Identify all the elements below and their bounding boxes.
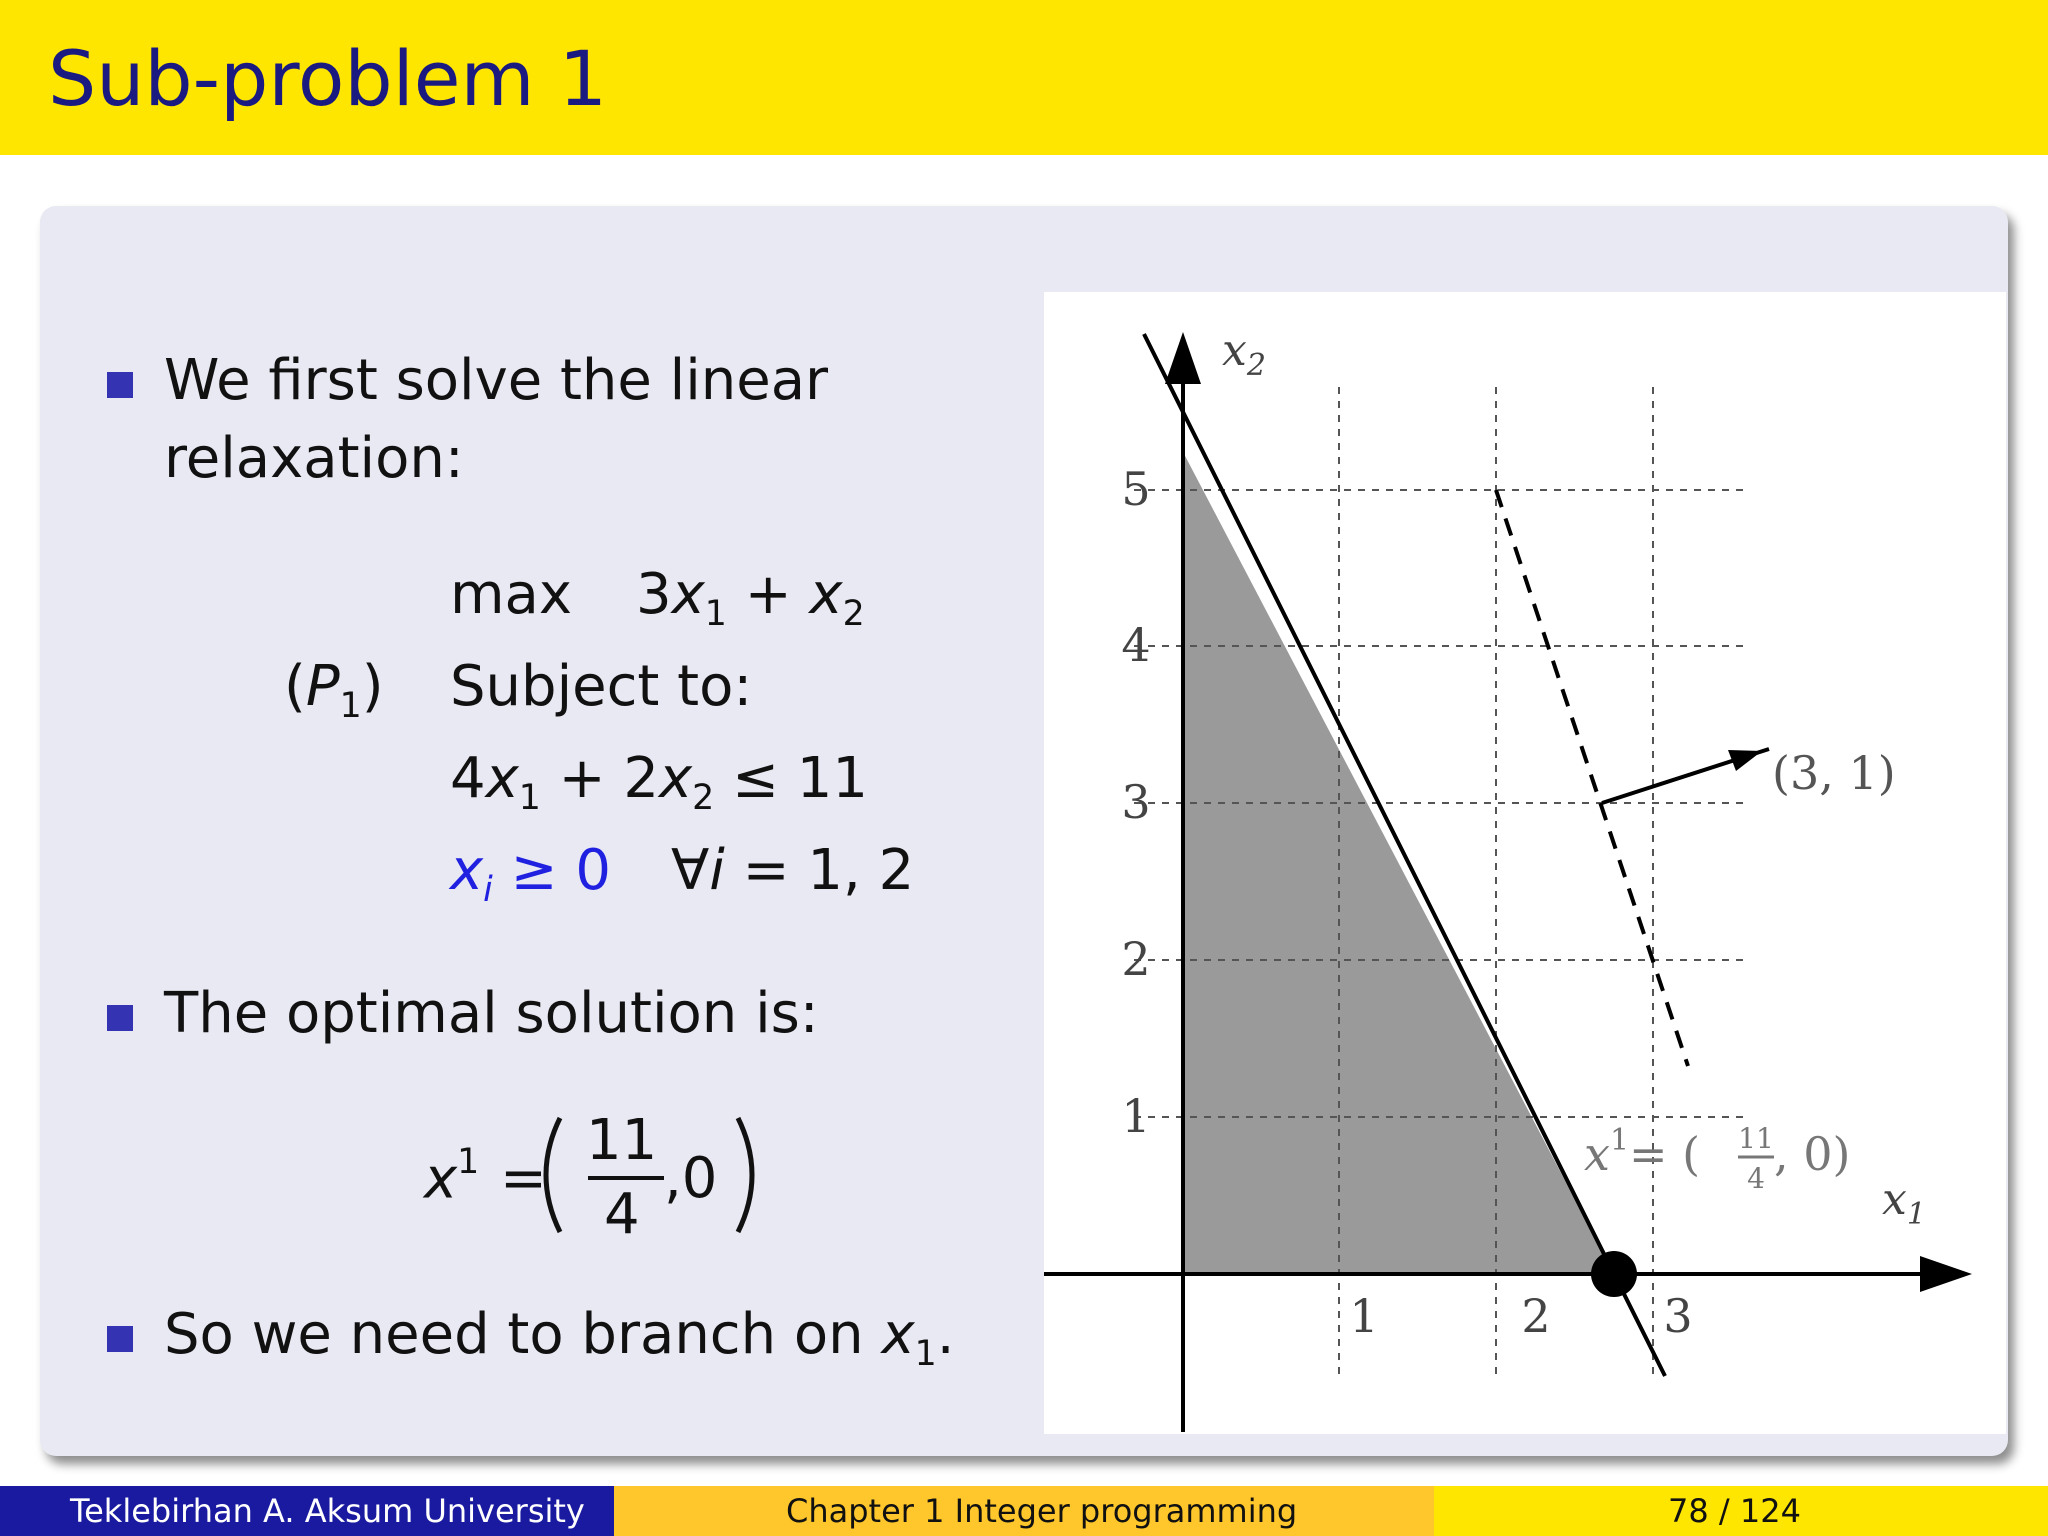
solution-formula: $x^1$ = 11 4 ,0 — [420, 1100, 760, 1250]
x-tick-label: 1 — [1349, 1289, 1379, 1343]
feasible-region-figure — [1044, 292, 2006, 1434]
subject-to: Subject to: — [450, 654, 753, 719]
y-tick-label: 5 — [1121, 462, 1151, 516]
direction-label: (3, 1) — [1772, 746, 1896, 800]
x-axis-arrow-icon — [1920, 1256, 1972, 1292]
svg-text:4: 4 — [1747, 1162, 1765, 1195]
x-tick-label: 2 — [1521, 1289, 1551, 1343]
footer-author: Teklebirhan A. Aksum University — [70, 1492, 585, 1530]
y-tick-label: 4 — [1121, 618, 1151, 672]
feasible-region — [1183, 452, 1614, 1274]
svg-text:, 0): , 0) — [1774, 1127, 1851, 1181]
objective: $\max 3x_1 + x_2$ — [450, 562, 865, 635]
y-axis-label: $x_2$ — [1222, 325, 1266, 383]
problem-label: $(P_1)$ — [284, 654, 384, 727]
y-tick-label: 1 — [1121, 1089, 1151, 1143]
y-tick-label: 2 — [1121, 932, 1151, 986]
bullet-marker — [107, 1326, 133, 1352]
bullet-marker — [107, 1005, 133, 1031]
x-axis-label: $x_1$ — [1882, 1174, 1926, 1232]
footer-author-panel — [0, 1486, 614, 1536]
svg-text:11: 11 — [1738, 1122, 1774, 1155]
y-axis-arrow-icon — [1165, 332, 1201, 384]
constraint: $4x_1 + 2x_2 \le 11$ — [450, 746, 869, 819]
title-bar — [0, 0, 2048, 155]
y-tick-label: 3 — [1121, 775, 1151, 829]
nonnegativity: $x_i \ge 0$ ∀i = 1, 2 — [450, 838, 915, 911]
x-tick-label: 3 — [1663, 1289, 1693, 1343]
page-number: 78 / 124 — [1668, 1492, 1801, 1530]
footer — [0, 1486, 2048, 1536]
bullet-text: So we need to branch on $x_1$. — [164, 1302, 955, 1375]
footer-chapter-panel — [614, 1486, 1434, 1536]
slide-title: Sub-problem 1 — [48, 34, 608, 123]
bullet-marker — [107, 372, 133, 398]
objective-line — [1496, 490, 1688, 1066]
direction-arrow-head-icon — [1728, 750, 1762, 771]
footer-chapter: Chapter 1 Integer programming — [786, 1492, 1298, 1530]
bullet-text: We first solve the linear relaxation: — [164, 348, 829, 491]
bullet-text: The optimal solution is: — [164, 981, 819, 1046]
optimal-point — [1591, 1251, 1637, 1297]
footer-page-panel — [1434, 1486, 2048, 1536]
optimal-point-label — [1584, 1122, 1850, 1195]
svg-text:x1: $x^1$ — [1584, 1123, 1630, 1181]
svg-text:= (: = ( — [1629, 1127, 1701, 1181]
